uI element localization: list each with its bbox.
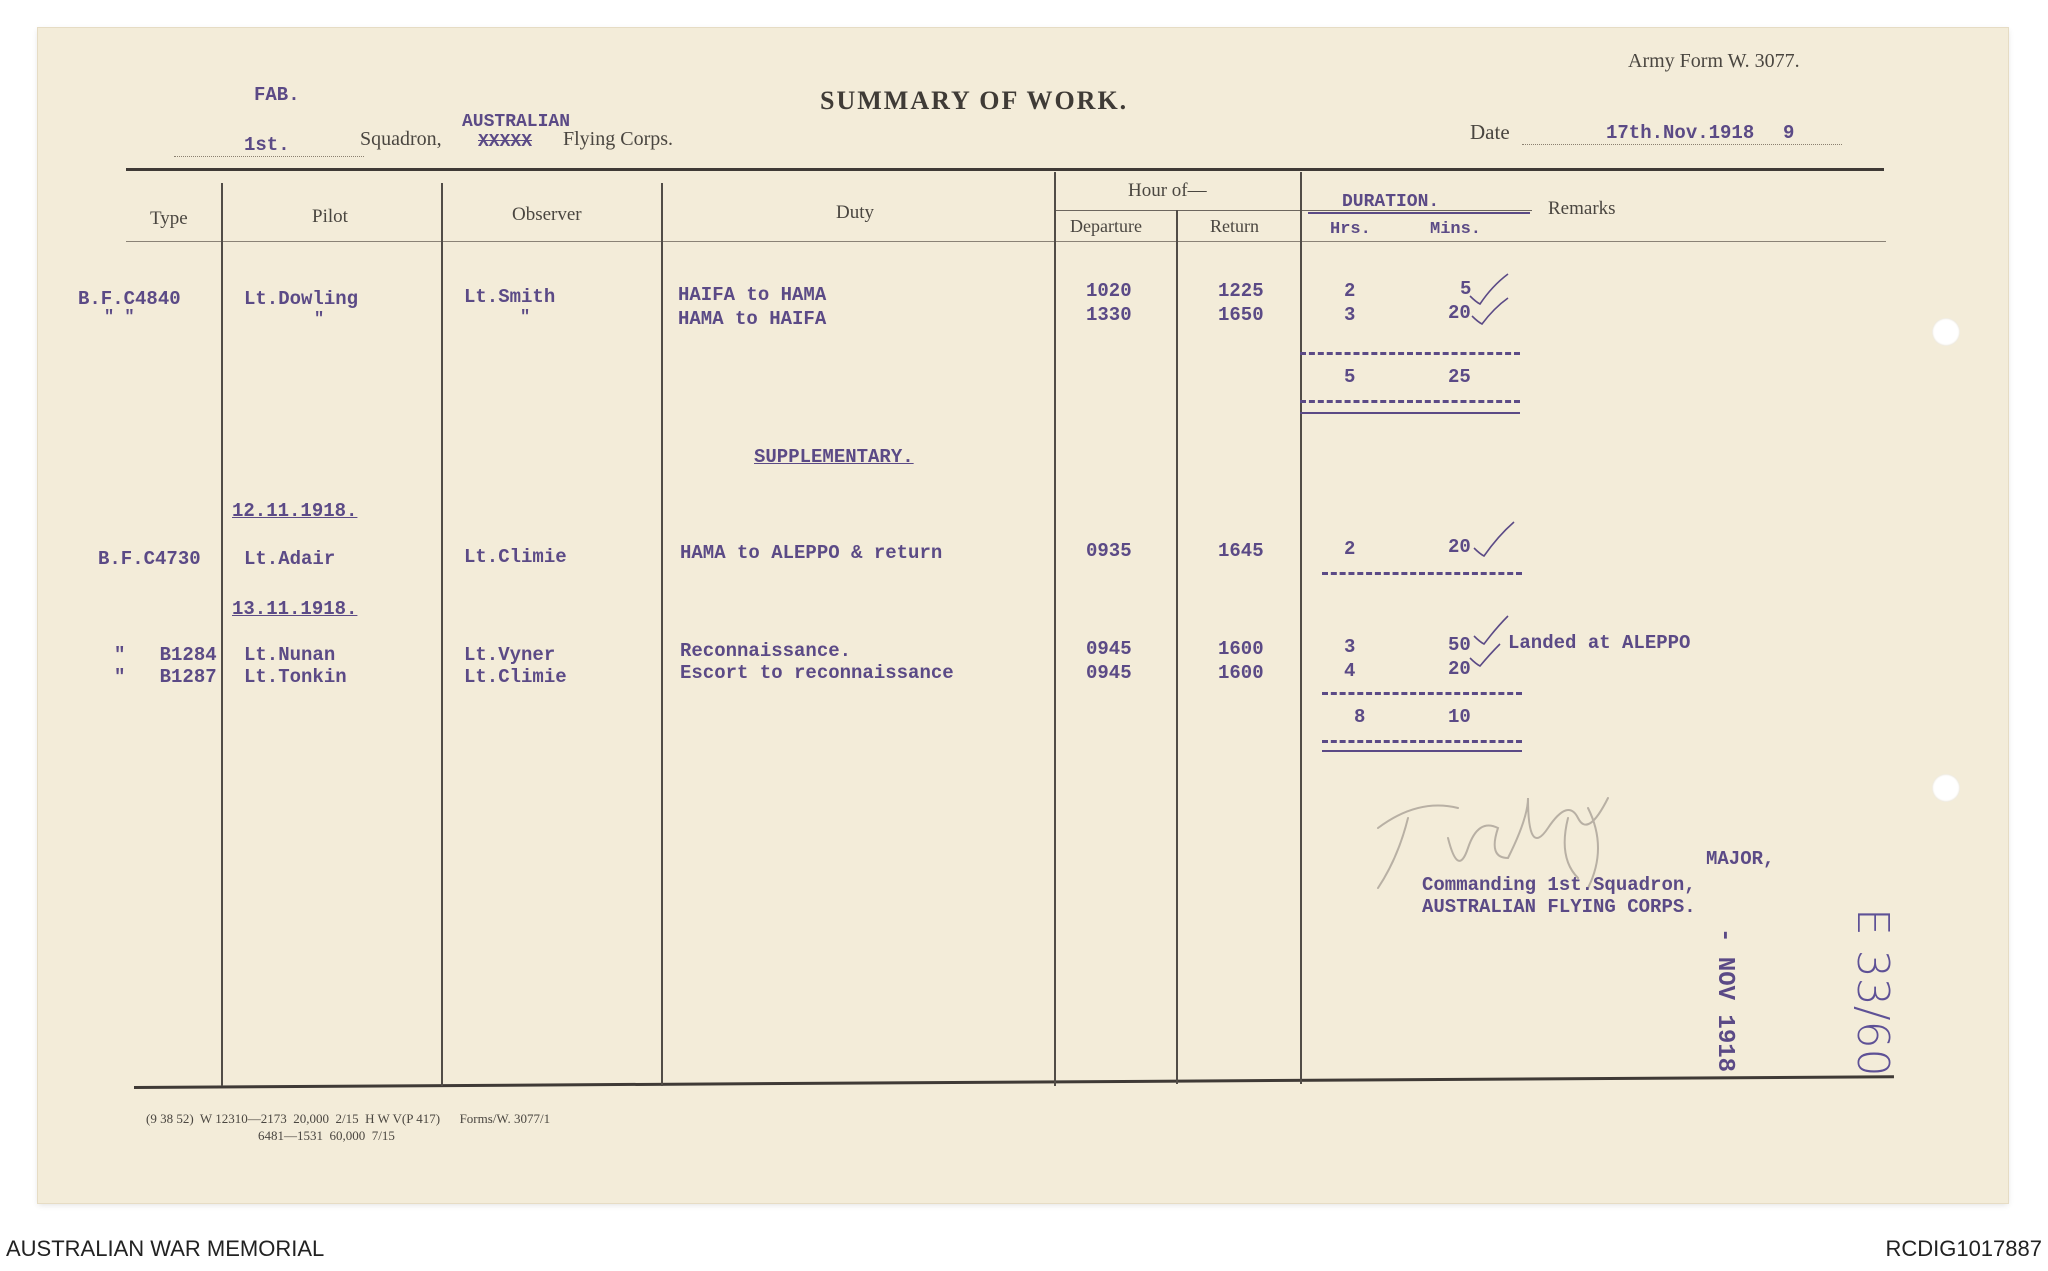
date-value: 17th.Nov.1918 [1606,122,1755,144]
column-header-type: Type [150,208,188,229]
row3-duty: HAMA to ALEPPO & return [680,542,943,564]
row4-pilot: Lt.Nunan [244,644,336,666]
date-label: Date [1470,120,1510,144]
print-code-line2: 6481—1531 60,000 7/15 [258,1128,395,1143]
document-sheet [38,28,2008,1203]
row5-return: 1600 [1218,662,1264,684]
row5-departure: 0945 [1086,662,1132,684]
print-code-line1: (9 38 52) W 12310—2173 20,000 2/15 H W V(P 417) Forms/W. 3077/1 [146,1111,551,1126]
row3-return: 1645 [1218,540,1264,562]
date-trailing-digit: 9 [1783,122,1795,144]
row4-observer: Lt.Vyner [464,644,556,666]
row4-mins: 50 [1448,634,1471,656]
column-header-return: Return [1210,216,1259,236]
signature-rank: MAJOR, [1706,848,1775,870]
squadron-number-line [174,156,364,157]
header-bottom-rule [126,241,1886,242]
row2-observer-ditto: " [520,308,531,327]
row2-hrs: 3 [1344,304,1356,326]
row3-hrs: 2 [1344,538,1356,560]
totals2-mins: 10 [1448,706,1471,728]
check-mark-icon [1474,616,1508,644]
column-header-duty: Duty [836,202,874,223]
row1-return: 1225 [1218,280,1264,302]
date-heading-2: 13.11.1918. [232,598,358,620]
row3-pilot: Lt.Adair [244,548,336,570]
footer-credit: AUSTRALIAN WAR MEMORIAL [6,1236,325,1261]
check-mark-icon [1470,274,1508,304]
row1-duty: HAIFA to HAMA [678,284,827,306]
row4-remarks: Landed at ALEPPO [1508,632,1691,654]
row2-type-ditto: " " [104,308,135,327]
row5-observer: Lt.Climie [464,666,567,688]
totals2-dash-bottom [1322,740,1522,743]
totals1-mins: 25 [1448,366,1471,388]
page-title: SUMMARY OF WORK. [820,86,1129,115]
footer-image-id: RCDIG1017887 [1885,1236,2042,1261]
row3-departure: 0935 [1086,540,1132,562]
row4-departure: 0945 [1086,638,1132,660]
column-header-duration: DURATION. [1342,192,1440,212]
row1-pilot: Lt.Dowling [244,288,359,310]
row4-type: " B1284 [114,644,217,666]
row2-departure: 1330 [1086,304,1132,326]
signature-line2: AUSTRALIAN FLYING CORPS. [1422,896,1696,918]
check-marks [1438,258,1568,698]
column-header-remarks: Remarks [1548,198,1616,219]
totals1-hrs: 5 [1344,366,1356,388]
row4-duty: Reconnaissance. [680,640,852,662]
totals2-hrs: 8 [1354,706,1366,728]
col-line-return-duration [1300,172,1302,1084]
row5-hrs: 4 [1344,660,1356,682]
signature-line1: Commanding 1st.Squadron, [1422,874,1696,896]
col-line-pilot-observer [441,183,443,1086]
row4-hrs: 3 [1344,636,1356,658]
form-reference: Army Form W. 3077. [1628,50,1800,72]
col-line-duty-departure [1054,172,1056,1086]
column-header-mins: Mins. [1430,220,1482,239]
date-heading-1: 12.11.1918. [232,500,358,522]
row5-type: " B1287 [114,666,217,688]
punch-hole-top [1932,318,1960,346]
row5-duty: Escort to reconnaissance [680,662,954,684]
row5-pilot: Lt.Tonkin [244,666,347,688]
fab-code: FAB. [254,84,300,106]
row2-return: 1650 [1218,304,1264,326]
column-header-pilot: Pilot [312,206,348,227]
row1-hrs: 2 [1344,280,1356,302]
supplementary-heading: SUPPLEMENTARY. [754,446,914,468]
received-date-stamp: - NOV 1918 [1711,928,1738,1073]
corps-label: Flying Corps. [563,128,674,150]
file-reference-note: E 33/60 [1847,908,1898,1077]
col-line-type-pilot [221,183,223,1086]
australian-insert: AUSTRALIAN [462,112,571,132]
column-header-departure: Departure [1070,216,1142,236]
row2-pilot-ditto: " [314,310,325,329]
row1-mins: 5 [1460,278,1472,300]
row1-departure: 1020 [1086,280,1132,302]
row1-type: B.F.C4840 [78,288,181,310]
col-line-observer-duty [661,183,663,1086]
row4-return: 1600 [1218,638,1264,660]
table-bottom-rule [134,1075,1894,1089]
col-line-departure-return [1176,210,1178,1084]
date-line [1522,144,1842,145]
row5-mins: 20 [1448,658,1471,680]
row3-type: B.F.C4730 [98,548,201,570]
column-header-observer: Observer [512,204,582,225]
duration-underline [1308,212,1530,214]
check-mark-icon [1474,522,1514,556]
punch-hole-bottom [1932,774,1960,802]
row1-observer: Lt.Smith [464,286,556,308]
row2-duty: HAMA to HAIFA [678,308,827,330]
totals2-underline [1322,750,1522,752]
squadron-number: 1st. [244,134,290,156]
row3-observer: Lt.Climie [464,546,567,568]
table-top-rule [126,168,1884,171]
struck-out-word: XXXXX [478,132,533,152]
row3-mins: 20 [1448,536,1471,558]
column-header-hrs: Hrs. [1330,220,1371,239]
squadron-word: Squadron, [360,128,442,150]
column-header-hour-of: Hour of— [1128,180,1207,201]
row2-mins: 20 [1448,302,1471,324]
check-mark-icon [1470,644,1500,666]
